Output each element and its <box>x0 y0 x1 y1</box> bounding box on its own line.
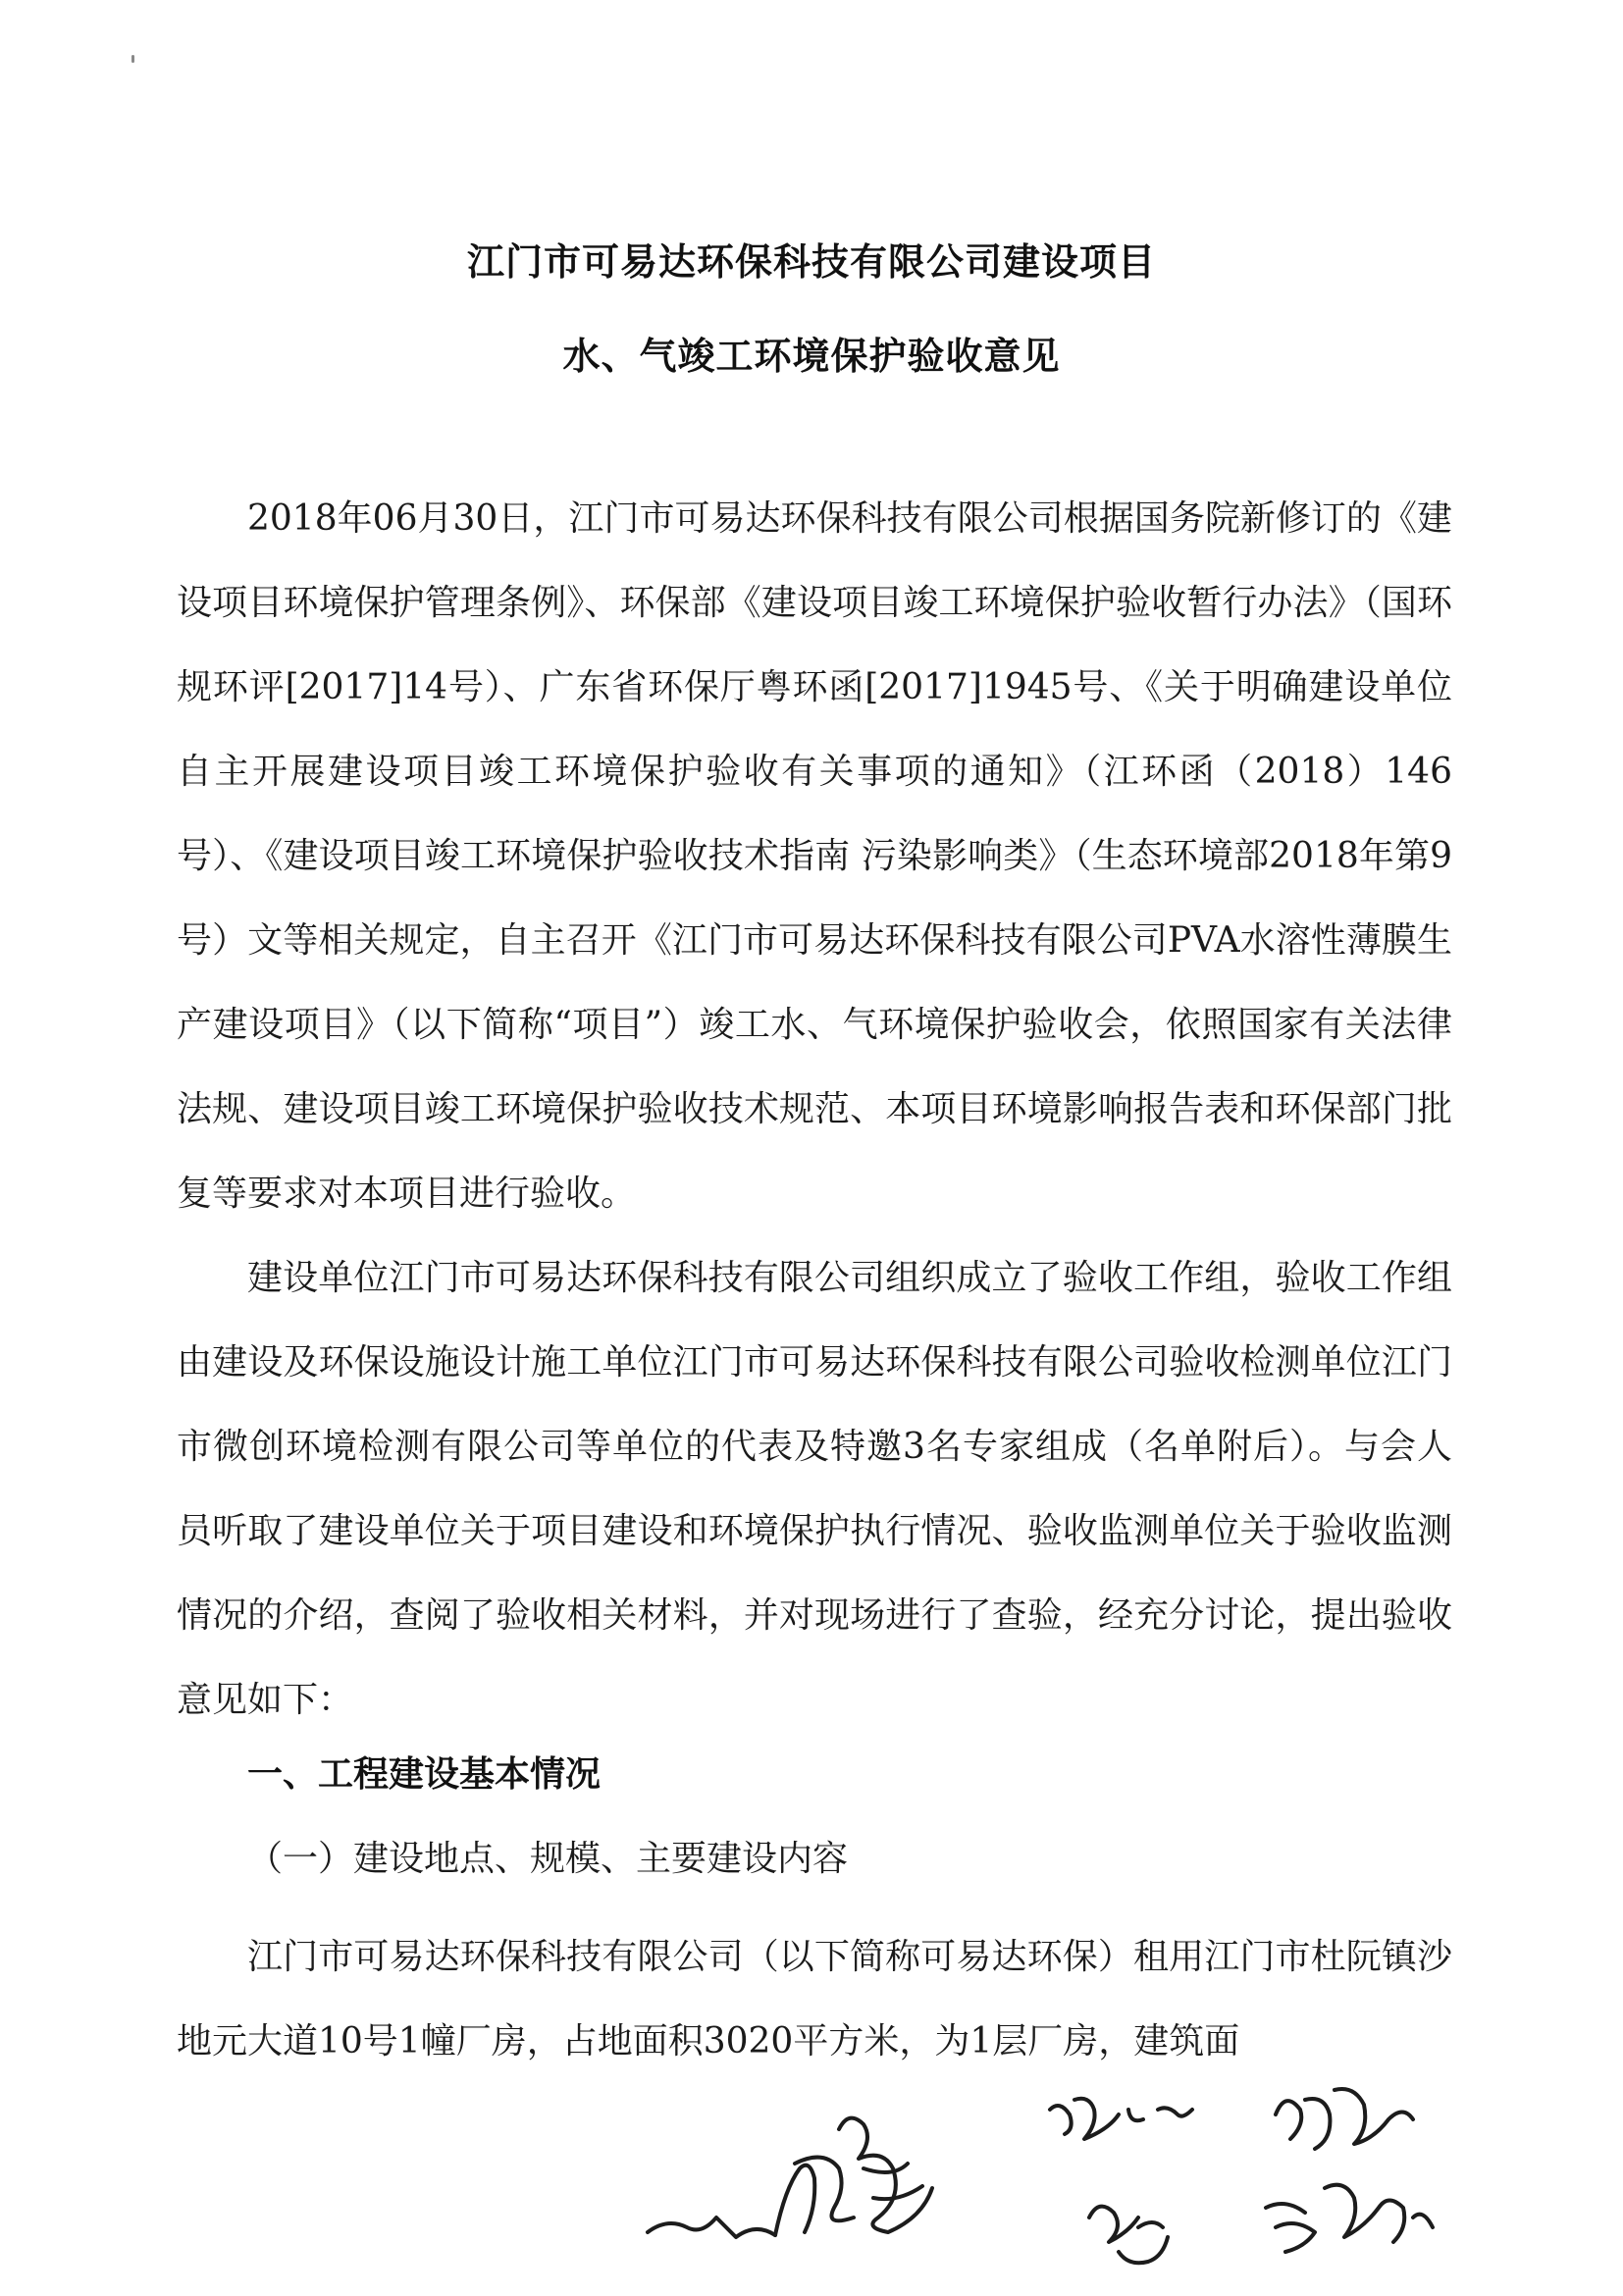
section-heading: 一、工程建设基本情况 <box>247 1754 602 1795</box>
signature-2 <box>1050 2099 1192 2139</box>
signature-5 <box>1266 2185 1433 2252</box>
paragraph-intro-text: 2018年06月30日，江门市可易达环保科技有限公司根据国务院新修订的《建设项目环境保护管理条例》、环保部《建设项目竣工环境保护验收暂行办法》（国环规环评[2017]14号）、广东省环保厅粤环函[2017]1945号、《关于明确建设单位自主开展建设项目竣工环境保护验收有关事项的通知》（江环函（2018）146号）、《建设项目竣工环境保护验收技术指南 污染影响类》（生态环境部2018年第9号）文等相关规定，自主召开《江门市可易达环保科技有限公司PVA水溶性薄膜生产建设项目》（以下简称“项目”）竣工水、气环境保护验收会，依照国家有关法律法规、建设项目竣工环境保护验收技术规范、本项目环境影响报告表和环保部门批复等要求对本项目进行验收。 <box>177 498 1452 1214</box>
signature-scribbles <box>628 2070 1590 2286</box>
signature-4 <box>1089 2207 1168 2264</box>
subsection-heading: （一）建设地点、规模、主要建设内容 <box>247 1839 849 1879</box>
signature-3 <box>1276 2089 1413 2149</box>
document-title-line2: 水、气竣工环境保护验收意见 <box>562 335 1061 378</box>
document-title-line1: 江门市可易达环保科技有限公司建设项目 <box>466 240 1156 284</box>
paragraph-location-text: 江门市可易达环保科技有限公司（以下简称可易达环保）租用江门市杜阮镇沙地元大道10号1幢厂房，占地面积3020平方米，为1层厂房，建筑面 <box>177 1937 1452 2061</box>
paragraph-intro <box>177 477 1452 1236</box>
scan-speck <box>131 55 134 63</box>
handwritten-signatures <box>628 2070 1590 2286</box>
signature-1 <box>648 2218 775 2237</box>
paragraph-working-group <box>177 1236 1452 1743</box>
paragraph-working-group-text: 建设单位江门市可易达环保科技有限公司组织成立了验收工作组，验收工作组由建设及环保设施设计施工单位江门市可易达环保科技有限公司验收检测单位江门市微创环境检测有限公司等单位的代表及特邀3名专家组成（名单附后）。与会人员听取了建设单位关于项目建设和环境保护执行情况、验收监测单位关于验收监测情况的介绍，查阅了验收相关材料，并对现场进行了查验，经充分讨论，提出验收意见如下： <box>177 1258 1452 1720</box>
paragraph-location <box>177 1915 1452 2084</box>
